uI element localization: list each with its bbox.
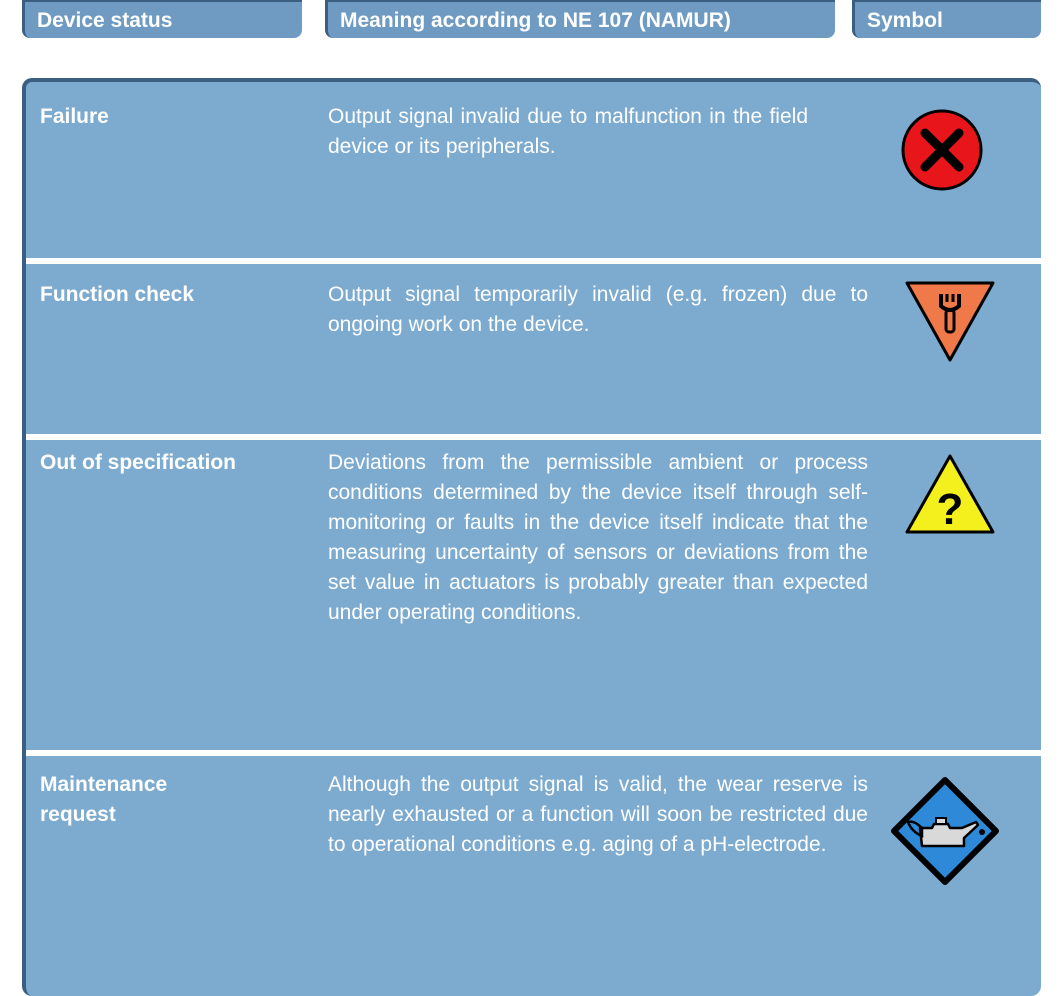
header-meaning: Meaning according to NE 107 (NAMUR): [325, 0, 835, 38]
function-check-icon: [904, 280, 996, 364]
status-label: Maintenance request: [40, 773, 168, 826]
meaning-text: Although the output signal is valid, the wear reserve is nearly exhausted or a function will soon be restricted due to operational conditions e.g. aging of a pH-electrode.: [328, 773, 868, 856]
row-failure: [26, 82, 1041, 258]
meaning-text: Output signal temporarily invalid (e.g. frozen) due to ongoing work on the device.: [328, 283, 868, 336]
status-label: Out of specification: [40, 451, 237, 474]
out-of-specification-icon: [903, 452, 997, 536]
header-symbol: Symbol: [852, 0, 1041, 38]
status-label: Function check: [40, 283, 195, 306]
maintenance-request-icon: [890, 776, 1000, 886]
meaning-text: Output signal invalid due to malfunction in the field device or its peripherals.: [328, 105, 808, 158]
header-device-status: Device status: [22, 0, 302, 38]
meaning-text: Deviations from the permissible ambient or process conditions determined by the device itself through self-monitoring or faults in the device itself indicate that the measuring uncertainty of sensors or deviations from the set value in actuators is probably greater than expected under operating conditions.: [328, 451, 868, 624]
row-function-check: [26, 264, 1041, 434]
row-maintenance-request: [26, 756, 1041, 996]
failure-icon: [900, 108, 984, 192]
row-out-of-specification: [26, 440, 1041, 750]
status-label: Failure: [40, 105, 109, 128]
status-table: [22, 78, 1041, 996]
svg-text:?: ?: [936, 485, 964, 534]
